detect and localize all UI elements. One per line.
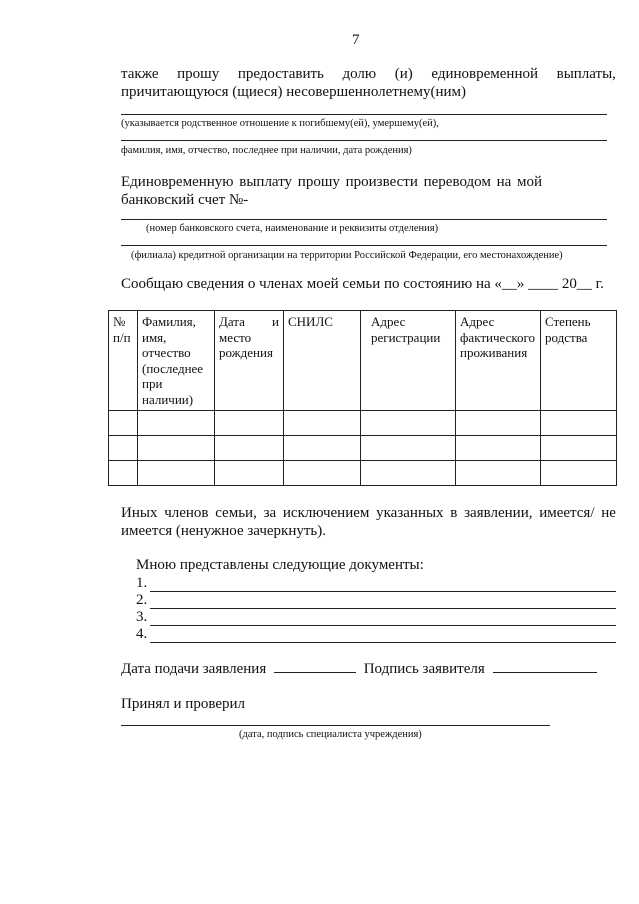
table-cell[interactable] — [215, 461, 284, 486]
intro-word: (и) — [394, 66, 413, 82]
document-item-3 — [136, 609, 616, 626]
table-cell[interactable] — [456, 411, 541, 436]
other-members-word: имеется/ — [539, 505, 595, 521]
table-row — [109, 436, 617, 461]
documents-title: Мною представлены следующие документы: — [136, 557, 424, 573]
family-info-line: Сообщаю сведения о членах моей семьи по состоянию на «__» ____ 20__ г. — [121, 276, 604, 292]
relation-caption: (указывается родственное отношение к погибшему(ей), умершему(ей), — [121, 118, 439, 129]
intro-word: предоставить — [237, 66, 324, 82]
table-cell[interactable] — [215, 436, 284, 461]
table-cell[interactable] — [541, 436, 617, 461]
table-cell[interactable] — [456, 461, 541, 486]
table-cell[interactable] — [284, 411, 361, 436]
table-cell[interactable] — [138, 436, 215, 461]
document-item-line[interactable] — [150, 642, 616, 643]
table-cell[interactable] — [541, 461, 617, 486]
table-row — [109, 411, 617, 436]
specialist-signature-caption: (дата, подпись специалиста учреждения) — [239, 729, 422, 740]
other-members-word: не — [601, 505, 616, 521]
table-cell[interactable] — [361, 461, 456, 486]
table-cell[interactable] — [109, 411, 138, 436]
branch-caption: (филиала) кредитной организации на территории Российской Федерации, его местонахождение) — [131, 250, 563, 261]
table-cell[interactable] — [109, 436, 138, 461]
other-members-word: членов — [164, 505, 209, 521]
intro-line-2: причитающуюся (щиеся) несовершеннолетнему(ним) — [121, 84, 467, 100]
intro-word: единовременной — [431, 66, 538, 82]
fio-caption: фамилия, имя, отчество, последнее при наличии, дата рождения) — [121, 145, 412, 156]
table-cell[interactable] — [456, 436, 541, 461]
fio-field-line[interactable] — [121, 140, 607, 141]
applicant-signature-field[interactable] — [493, 672, 597, 673]
document-item-2 — [136, 592, 616, 609]
document-item-number: 4. — [136, 626, 148, 642]
table-cell[interactable] — [361, 411, 456, 436]
other-members-line-2: имеется (ненужное зачеркнуть). — [121, 523, 327, 539]
document-item-1 — [136, 575, 616, 592]
document-item-number: 2. — [136, 592, 148, 608]
table-cell[interactable] — [361, 436, 456, 461]
table-cell[interactable] — [541, 411, 617, 436]
other-members-word: заявлении, — [464, 505, 533, 521]
table-cell[interactable] — [138, 411, 215, 436]
table-cell[interactable] — [215, 411, 284, 436]
header-birth: Дата и место рождения — [215, 311, 284, 411]
family-members-table — [108, 310, 617, 486]
other-members-word: за — [263, 505, 277, 521]
table-row — [109, 461, 617, 486]
other-members-word: указанных — [376, 505, 444, 521]
other-members-word: в — [450, 505, 458, 521]
intro-word: выплаты, — [556, 66, 616, 82]
payment-line-2: банковский счет №- — [121, 192, 249, 208]
other-members-word: семьи, — [215, 505, 257, 521]
bank-account-field-line[interactable] — [121, 219, 607, 220]
table-header-row — [109, 311, 617, 411]
applicant-signature-label: Подпись заявителя — [363, 661, 485, 677]
header-relationship: Степень родства — [541, 311, 617, 411]
bank-account-caption: (номер банковского счета, наименование и реквизиты отделения) — [146, 223, 439, 234]
submission-date-label: Дата подачи заявления — [121, 661, 267, 677]
header-number: № п/п — [109, 311, 138, 411]
specialist-signature-line[interactable] — [121, 725, 550, 726]
intro-line-1 — [121, 66, 616, 83]
relation-field-line[interactable] — [121, 114, 607, 115]
document-item-number: 3. — [136, 609, 148, 625]
payment-line-1: Единовременную выплату прошу произвести переводом на мой — [121, 174, 543, 190]
header-fio: Фамилия, имя, отчество (последнее при наличии) — [138, 311, 215, 411]
document-item-4 — [136, 626, 616, 643]
intro-word: долю — [342, 66, 377, 82]
other-members-line-1 — [121, 505, 616, 522]
other-members-word: Иных — [121, 505, 158, 521]
header-registration-address: Адрес регистрации — [361, 311, 456, 411]
table-cell[interactable] — [109, 461, 138, 486]
intro-word: прошу — [177, 66, 220, 82]
document-item-number: 1. — [136, 575, 148, 591]
submission-line — [121, 661, 597, 678]
other-members-word: исключением — [282, 505, 370, 521]
table-cell[interactable] — [284, 461, 361, 486]
table-cell[interactable] — [138, 461, 215, 486]
accepted-label: Принял и проверил — [121, 696, 245, 712]
intro-word: также — [121, 66, 159, 82]
header-snils: СНИЛС — [284, 311, 361, 411]
table-cell[interactable] — [284, 436, 361, 461]
page-number: 7 — [352, 32, 360, 48]
header-actual-address: Адрес фактического проживания — [456, 311, 541, 411]
submission-date-field[interactable] — [274, 672, 356, 673]
branch-field-line[interactable] — [121, 245, 607, 246]
